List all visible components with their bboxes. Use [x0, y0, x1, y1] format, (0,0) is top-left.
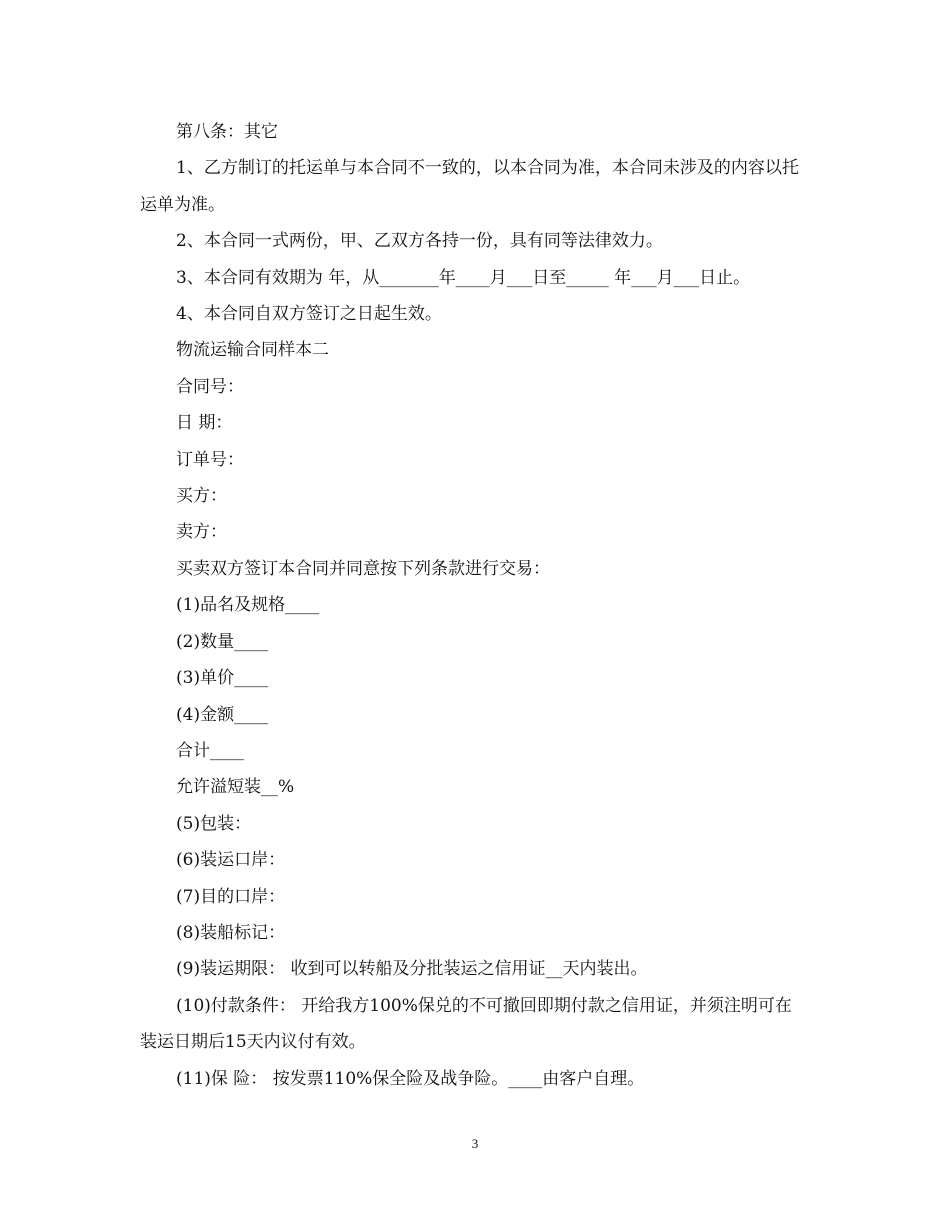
- document-body: [140, 114, 805, 1097]
- term-total: 合计____: [176, 740, 244, 761]
- clause-3: 3、本合同有效期为 年，从_______年____月___日至_____ 年___月___日止。: [176, 267, 751, 288]
- term-tolerance: 允许溢短装__%: [176, 777, 295, 798]
- contract-number-line: 合同号：: [176, 376, 244, 397]
- sample-title: 物流运输合同样本二: [176, 340, 329, 361]
- date-line: 日 期：: [176, 413, 233, 434]
- buyer-line: 买方：: [176, 486, 227, 507]
- article-heading: 第八条：其它: [176, 122, 278, 142]
- term-shipping-marks: (8)装船标记：: [176, 922, 286, 943]
- order-number-line: 订单号：: [176, 449, 244, 470]
- page-number: 3: [471, 1136, 479, 1151]
- clause-1: 1、乙方制订的托运单与本合同不一致的，以本合同为准，本合同未涉及的内容以托运单为准。: [140, 158, 799, 215]
- seller-line: 卖方：: [176, 522, 227, 543]
- clause-2: 2、本合同一式两份，甲、乙双方各持一份，具有同等法律效力。: [176, 231, 663, 252]
- term-destination-port: (7)目的口岸：: [176, 886, 286, 907]
- term-loading-port: (6)装运口岸：: [176, 850, 286, 871]
- term-amount: (4)金额____: [176, 704, 269, 725]
- term-insurance: (11)保 险： 按发票110%保全险及战争险。____由客户自理。: [176, 1068, 645, 1089]
- term-shipment-period: (9)装运期限： 收到可以转船及分批装运之信用证__天内装出。: [176, 959, 648, 980]
- agreement-intro: 买卖双方签订本合同并同意按下列条款进行交易：: [176, 558, 550, 579]
- term-unit-price: (3)单价____: [176, 668, 269, 689]
- term-payment: (10)付款条件： 开给我方100%保兑的不可撤回即期付款之信用证，并须注明可在装运日期后15天内议付有效。: [140, 995, 792, 1053]
- term-product-spec: (1)品名及规格____: [176, 595, 320, 616]
- term-packing: (5)包装：: [176, 813, 252, 834]
- clause-4: 4、本合同自双方签订之日起生效。: [176, 304, 442, 325]
- term-quantity: (2)数量____: [176, 631, 269, 652]
